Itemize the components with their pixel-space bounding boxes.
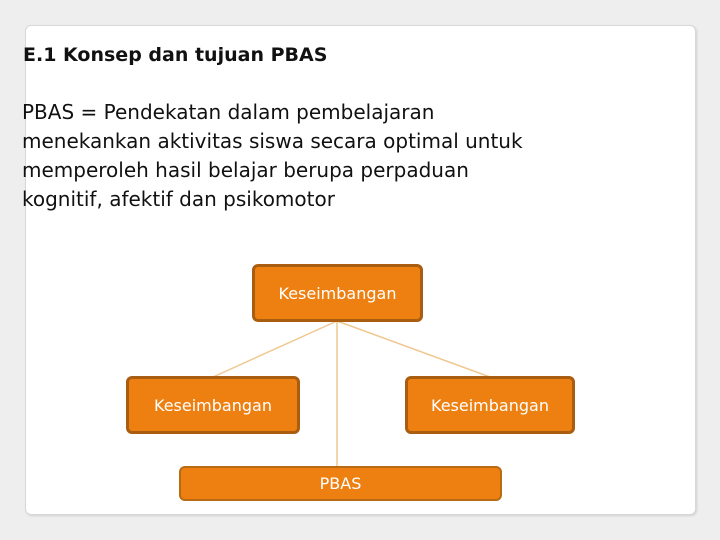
body-line: memperoleh hasil belajar berupa perpaduan (22, 158, 469, 182)
body-line: PBAS = Pendekatan dalam pembelajaran (22, 100, 435, 124)
connector-top-left (213, 321, 337, 377)
diagram-node-right: Keseimbangan (405, 376, 575, 434)
body-line: kognitif, afektif dan psikomotor (22, 187, 335, 211)
diagram-node-top: Keseimbangan (252, 264, 423, 322)
connector-top-right (337, 321, 490, 377)
slide-title: E.1 Konsep dan tujuan PBAS (23, 44, 328, 66)
diagram-node-left: Keseimbangan (126, 376, 300, 434)
diagram-node-pbas: PBAS (179, 466, 502, 501)
body-line: menekankan aktivitas siswa secara optimal untuk (22, 129, 523, 153)
